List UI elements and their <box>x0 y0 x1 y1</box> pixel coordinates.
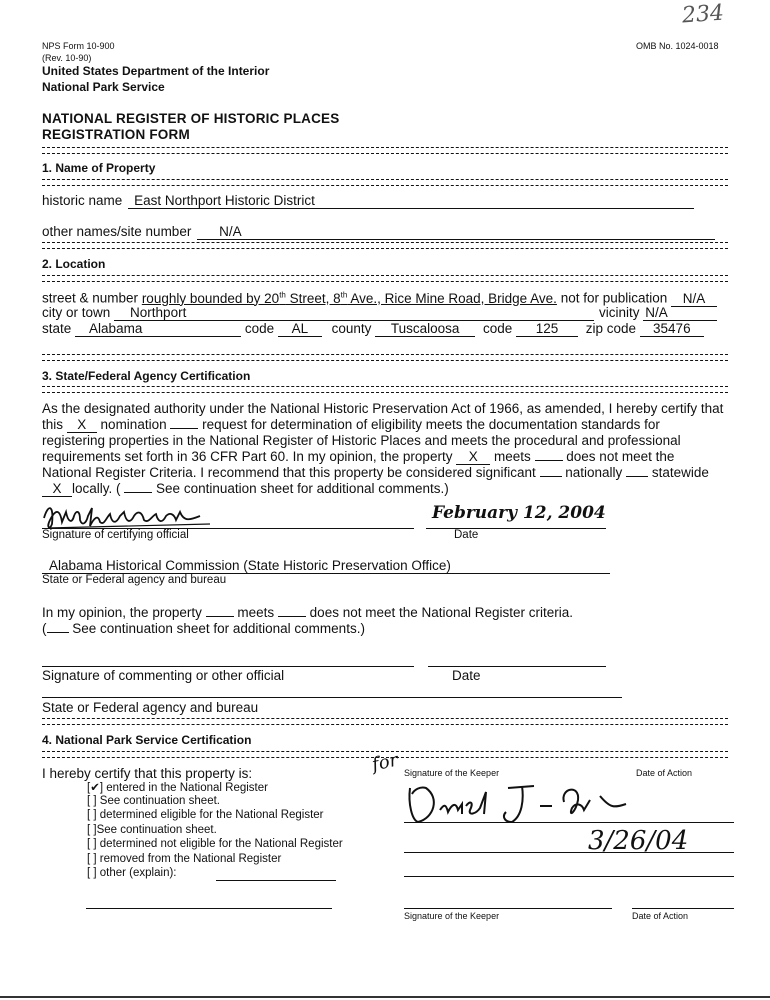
vicinity-row <box>599 305 717 321</box>
other-names-value: N/A <box>197 225 715 240</box>
historic-name-row <box>42 193 694 209</box>
separator <box>42 354 728 361</box>
opinion-not-meets-check <box>278 616 306 617</box>
cert-line-4 <box>42 449 674 465</box>
date-line-1 <box>404 852 734 853</box>
section-3-heading: 3. State/Federal Agency Certification <box>42 369 251 383</box>
zip-value: 35476 <box>640 322 704 337</box>
cert-continuation: See continuation sheet for additional comments.) <box>156 481 449 496</box>
for-mark: for <box>370 749 401 776</box>
cert-not-meet: does not meet the <box>566 449 675 464</box>
form-subtitle: REGISTRATION FORM <box>42 127 190 142</box>
vicinity-value: N/A <box>643 306 717 321</box>
meets-check: X <box>456 450 490 465</box>
state-label: state <box>42 321 72 336</box>
historic-name-value: East Northport Historic District <box>128 194 694 209</box>
separator <box>42 275 728 282</box>
cert-opinion: requirements set forth in 36 CFR Part 60. In my opinion, the property <box>42 449 453 464</box>
keeper-signature <box>404 778 654 828</box>
form-number: NPS Form 10-900 <box>42 41 115 51</box>
opinion2-text: See continuation sheet for additional comments.) <box>72 621 365 636</box>
section-4-heading: 4. National Park Service Certification <box>42 733 252 747</box>
cert-line-1: As the designated authority under the National Historic Preservation Act of 1966, as amended, I hereby certify that <box>42 401 724 416</box>
date-of-action-line-2 <box>632 908 734 909</box>
state-code-value: AL <box>278 322 322 337</box>
vicinity-label: vicinity <box>599 305 640 320</box>
nps-option-entered: [✔] entered in the National Register <box>87 782 268 794</box>
separator <box>42 242 728 249</box>
locally-check: X <box>42 482 72 497</box>
page-number-mark: 234 <box>681 0 725 29</box>
date-of-action-label: Date of Action <box>636 768 693 778</box>
city-row <box>42 305 594 321</box>
form-revision: (Rev. 10-90) <box>42 53 92 63</box>
opinion-meets-check <box>206 616 234 617</box>
section-2-heading: 2. Location <box>42 257 106 271</box>
nps-option-continuation-1: [ ] See continuation sheet. <box>87 795 220 807</box>
section-1-heading: 1. Name of Property <box>42 161 156 175</box>
county-label: county <box>331 321 372 336</box>
street-value: roughly bounded by 20th Street, 8th Ave., Rice Mine Road, Bridge Ave. <box>141 290 557 306</box>
nps-option-removed: [ ] removed from the National Register <box>87 853 282 865</box>
keeper-signature-line-2 <box>404 908 612 909</box>
separator <box>42 718 728 725</box>
keeper-signature-line-1 <box>404 822 734 823</box>
county-value: Tuscaloosa <box>375 322 475 337</box>
date-of-action-label-2: Date of Action <box>632 911 689 921</box>
commenting-date-line <box>428 666 606 667</box>
nps-option-continuation-2: [ ]See continuation sheet. <box>87 824 217 836</box>
commenting-signature-line <box>42 666 414 667</box>
city-label: city or town <box>42 305 111 320</box>
certifying-date-handwritten: February 12, 2004 <box>432 503 606 523</box>
form-title: NATIONAL REGISTER OF HISTORIC PLACES <box>42 111 340 126</box>
cert-nationally: nationally <box>565 465 623 480</box>
other-names-label: other names/site number <box>42 224 192 239</box>
separator <box>42 147 728 154</box>
not-for-publication-label: not for publication <box>560 290 668 306</box>
separator <box>42 179 728 186</box>
county-code-label: code <box>482 321 513 336</box>
nps-option-eligible: [ ] determined eligible for the National Register <box>87 809 324 821</box>
cert-recommend: National Register Criteria. I recommend that this property be considered significant <box>42 465 536 480</box>
state-value: Alabama <box>75 322 241 337</box>
agency-value: Alabama Historical Commission (State Historic Preservation Office) <box>49 558 451 573</box>
cert-this: this <box>42 417 64 432</box>
date-line-2 <box>404 876 734 877</box>
agency2-label: State or Federal agency and bureau <box>42 700 259 715</box>
opinion-meets: meets <box>237 605 275 620</box>
other-explain-line <box>216 880 336 881</box>
historic-name-label: historic name <box>42 193 123 208</box>
commenting-date-label: Date <box>452 668 481 683</box>
opinion2-paren: ( <box>42 621 47 636</box>
keeper-signature-label-2: Signature of the Keeper <box>404 911 500 921</box>
service-name: National Park Service <box>42 80 165 94</box>
separator <box>42 386 728 393</box>
other-names-row <box>42 224 715 240</box>
nomination-check: X <box>67 418 97 433</box>
zip-label: zip code <box>585 321 637 336</box>
omb-number: OMB No. 1024-0018 <box>636 41 719 51</box>
nationally-check <box>540 476 562 477</box>
cert-line-5 <box>42 465 709 480</box>
county-code-value: 125 <box>516 322 578 337</box>
request-check <box>170 428 198 429</box>
cert-line-3: registering properties in the National Register of Historic Places and meets the procedural and professional <box>42 433 681 448</box>
opinion-line <box>42 605 573 620</box>
city-value: Northport <box>114 306 594 321</box>
nps-option-other: [ ] other (explain): <box>87 867 177 879</box>
cert-request: request for determination of eligibility meets the documentation standards for <box>202 417 660 432</box>
cert-line-6 <box>42 481 449 497</box>
certifying-signature-label: Signature of certifying official <box>42 529 189 541</box>
opinion-continuation-check <box>47 632 69 633</box>
not-meets-check <box>535 460 563 461</box>
statewide-check <box>626 476 648 477</box>
cert-line-2 <box>42 417 660 433</box>
cert-nomination: nomination <box>100 417 167 432</box>
state-code-label: code <box>244 321 275 336</box>
cert-locally: locally. ( <box>72 481 121 496</box>
agency-label: State or Federal agency and bureau <box>42 574 227 586</box>
state-row <box>42 321 704 337</box>
cert-statewide: statewide <box>651 465 709 480</box>
page-bottom-border <box>0 996 770 998</box>
nps-option-not-eligible: [ ] determined not eligible for the National Register <box>87 838 343 850</box>
certifying-date-line <box>426 528 606 529</box>
certifying-date-label: Date <box>454 529 479 541</box>
opinion-line-2 <box>42 621 365 636</box>
keeper-certify-label: I hereby certify that this property is: <box>42 766 253 781</box>
agency2-line <box>42 697 622 698</box>
not-for-publication-value: N/A <box>671 292 717 307</box>
date-of-action-handwritten: 3/26/04 <box>588 826 689 856</box>
cert-meets: meets <box>493 449 531 464</box>
keeper-signature-label: Signature of the Keeper <box>404 768 500 778</box>
street-label: street & number <box>42 290 139 306</box>
department-name: United States Department of the Interior <box>42 64 270 78</box>
other-explain-line-2 <box>86 908 332 909</box>
opinion-not-meet: does not meet the National Register criteria. <box>309 605 574 620</box>
opinion-text: In my opinion, the property <box>42 605 202 620</box>
commenting-signature-label: Signature of commenting or other official <box>42 668 285 683</box>
continuation-check <box>124 492 152 493</box>
